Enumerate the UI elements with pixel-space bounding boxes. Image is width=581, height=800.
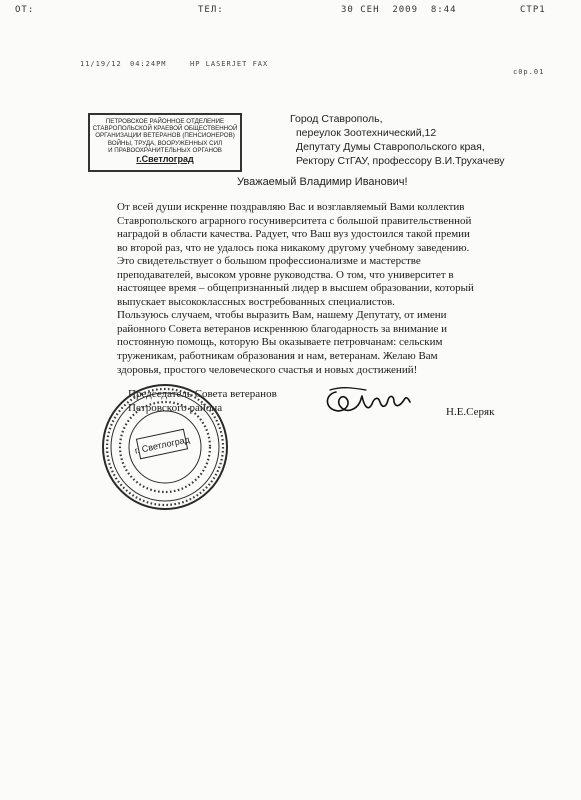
body-line: Это свидетельствует о большом профессионализме и мастерстве [117,255,421,268]
body-line: труженикам, работникам образования и нам, ветеранам. Желаю Вам [117,350,438,363]
fax-from-label: ОТ: [15,5,35,15]
body-line: наградой в области качества. Радует, что Ваш вуз удостоился такой премии [117,228,470,241]
handwritten-signature [322,382,418,422]
fax-page-number: СТР1 [520,5,546,15]
recipient-line: Депутату Думы Ставропольского края, [296,141,485,153]
signatory-title-line: Председатель Совета ветеранов [128,388,277,400]
body-line: Пользуюсь случаем, чтобы выразить Вам, нашему Депутату, от имени [117,309,447,322]
signatory-title-line: Петровского района [128,402,223,414]
body-line: районного Совета ветеранов искреннюю благодарность за внимание и [117,322,448,335]
body-line: во второй раз, что не удалось пока никакому другому учебному заведению. [117,241,470,254]
body-line: здоровья, простого человеческого счастья и новых достижений! [117,363,418,376]
recipient-address [290,112,505,168]
sender-stamp [88,113,242,172]
body-line: преподавателей, высоком уровне руководства. О том, что университет в [117,268,454,281]
fax-datetime: 30 СЕН 2009 8:44 [341,5,457,15]
fax-line2-time: 04:24PM [130,60,167,68]
body-line: Ставропольского аграрного госуниверситета с большой правительственной [117,214,472,227]
fax-line2-date: 11/19/12 [80,60,122,68]
body-line: От всей души искренне поздравляю Вас и возглавляемый Вами коллектив [117,201,465,213]
recipient-line: Ректору СтГАУ, профессору В.И.Трухачеву [296,155,505,167]
sender-stamp-line: ПЕТРОВСКОЕ РАЙОННОЕ ОТДЕЛЕНИЕ [105,118,225,125]
sender-stamp-line: ВОЙНЫ, ТРУДА, ВООРУЖЕННЫХ СИЛ [107,139,223,147]
signatory-name: Н.Е.Серяк [446,406,495,418]
body-line: выпускает высококлассных востребованных специалистов. [117,295,395,308]
letter-body [117,201,517,377]
fax-tel-label: ТЕЛ: [198,5,224,15]
sender-stamp-city: г.Светлоград [136,154,194,165]
sender-stamp-line: ОРГАНИЗАЦИИ ВЕТЕРАНОВ (ПЕНСИОНЕРОВ) [95,132,235,140]
body-line: настоящее время – общепризнанный лидер в высшем образовании, который [117,282,474,295]
recipient-line: Город Ставрополь, [290,113,383,125]
sender-stamp-line: И ПРАВООХРАНИТЕЛЬНЫХ ОРГАНОВ [108,146,222,154]
letter-greeting: Уважаемый Владимир Иванович! [237,176,408,188]
fax-line2-device: HP LASERJET FAX [190,60,269,68]
recipient-line: переулок Зоотехнический,12 [296,127,437,139]
body-line: постоянную помощь, которую Вы оказываете петровчанам: сельским [117,336,443,349]
round-seal [98,380,232,514]
fax-line2-page: c0p.01 [513,68,545,76]
sender-stamp-line: СТАВРОПОЛЬСКОЙ КРАЕВОЙ ОБЩЕСТВЕННОЙ [92,125,238,133]
seal-center-text: г. Светлоград [133,434,191,456]
